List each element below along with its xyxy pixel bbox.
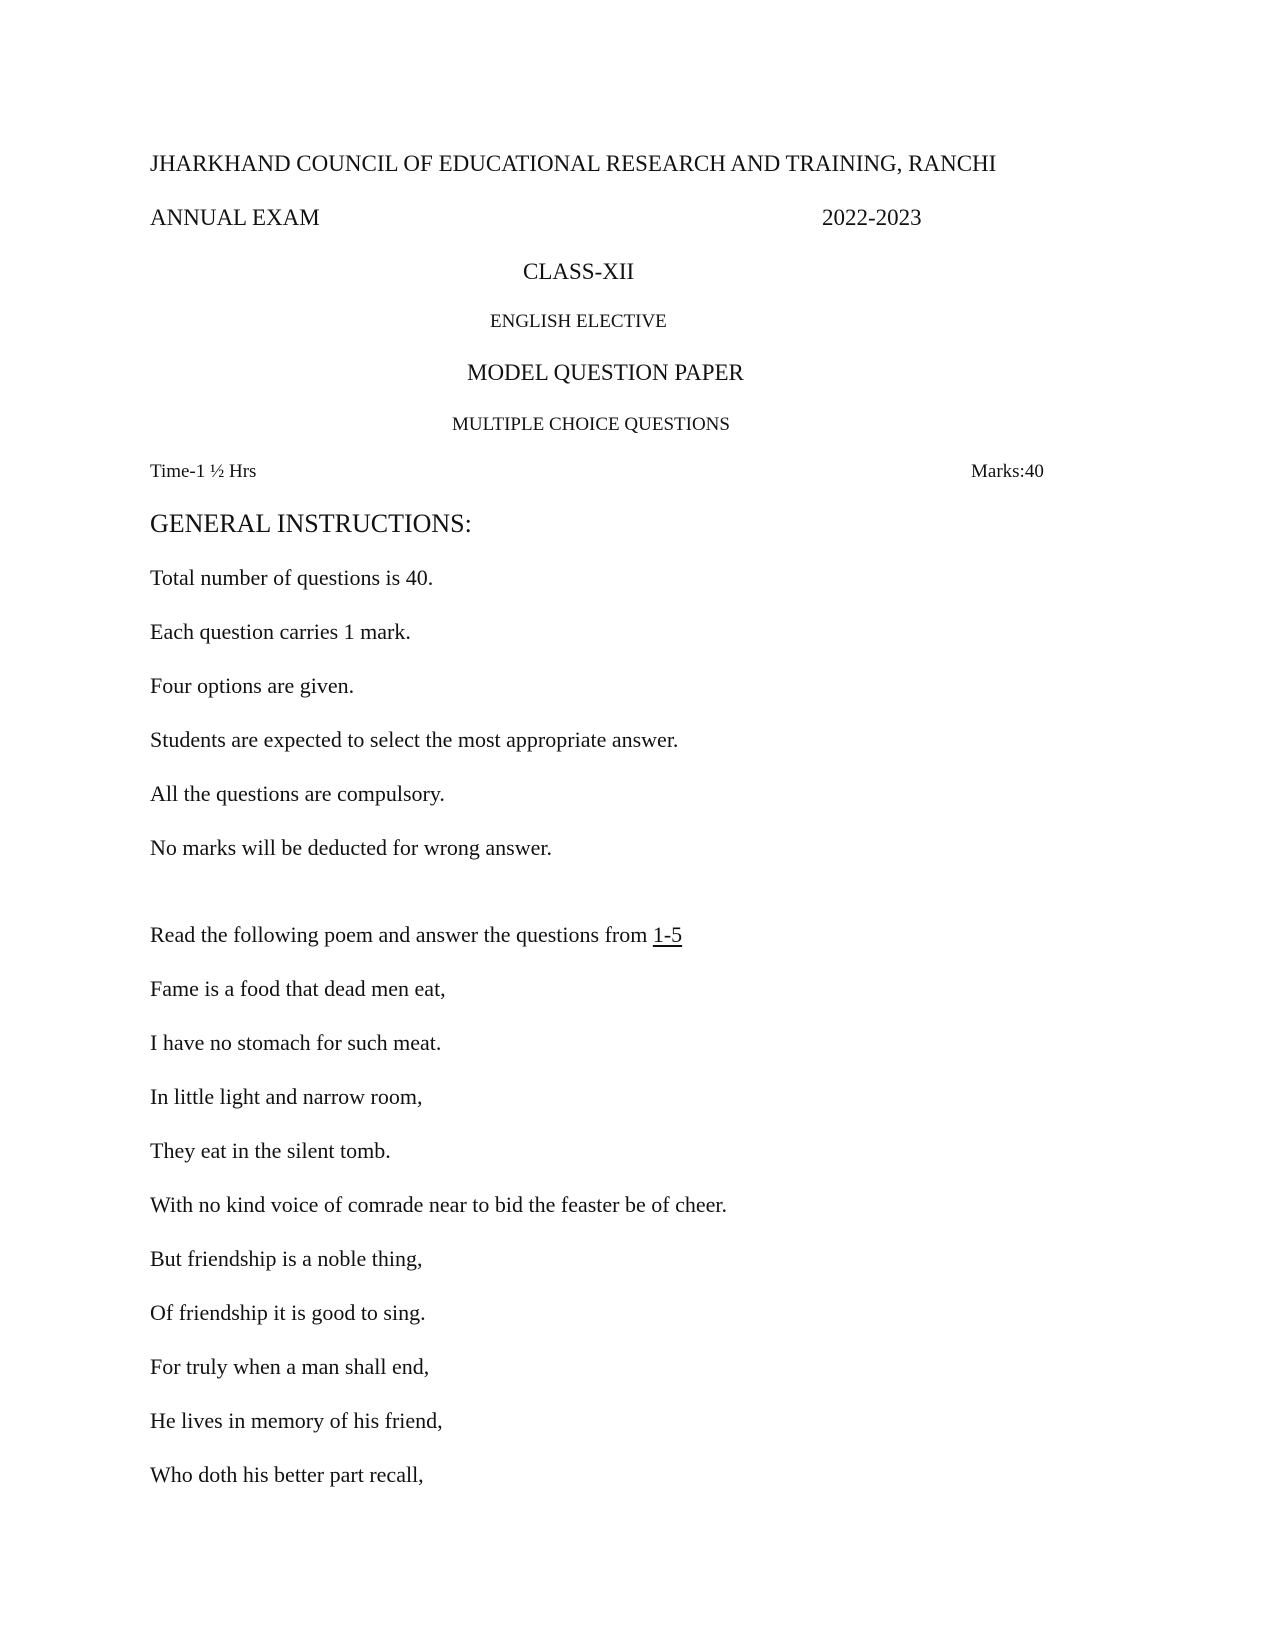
class-label: CLASS-XII <box>523 259 635 284</box>
poem-line: Of friendship it is good to sing. <box>150 1300 426 1325</box>
instruction-item: All the questions are compulsory. <box>150 781 445 806</box>
instruction-item: Total number of questions is 40. <box>150 565 434 590</box>
instruction-item: Four options are given. <box>150 673 355 698</box>
poem-line: In little light and narrow room, <box>150 1084 423 1109</box>
instructions-heading: GENERAL INSTRUCTIONS: <box>150 509 472 538</box>
passage-question-range: 1-5 <box>652 922 683 947</box>
max-marks: Marks:40 <box>971 461 1044 482</box>
passage-prompt <box>150 924 682 946</box>
poem-line: Who doth his better part recall, <box>150 1462 424 1487</box>
exam-name: ANNUAL EXAM <box>150 205 320 230</box>
poem-line: For truly when a man shall end, <box>150 1354 430 1379</box>
poem-line: With no kind voice of comrade near to bid the feaster be of cheer. <box>150 1192 727 1217</box>
poem-line: They eat in the silent tomb. <box>150 1138 391 1163</box>
section-label: MULTIPLE CHOICE QUESTIONS <box>452 414 730 435</box>
paper-title: MODEL QUESTION PAPER <box>467 360 744 385</box>
poem-line: Fame is a food that dead men eat, <box>150 976 446 1001</box>
instruction-item: Students are expected to select the most appropriate answer. <box>150 727 679 752</box>
poem-line: He lives in memory of his friend, <box>150 1408 443 1433</box>
poem-line: I have no stomach for such meat. <box>150 1030 442 1055</box>
instruction-item: Each question carries 1 mark. <box>150 619 411 644</box>
council-title: JHARKHAND COUNCIL OF EDUCATIONAL RESEARCH AND TRAINING, RANCHI <box>150 151 997 176</box>
poem-line: But friendship is a noble thing, <box>150 1246 423 1271</box>
passage-prompt-text: Read the following poem and answer the questions from <box>150 922 653 947</box>
instruction-item: No marks will be deducted for wrong answer. <box>150 835 553 860</box>
exam-year: 2022-2023 <box>822 205 922 230</box>
time-allowed: Time-1 ½ Hrs <box>150 461 257 482</box>
subject-label: ENGLISH ELECTIVE <box>490 311 667 332</box>
